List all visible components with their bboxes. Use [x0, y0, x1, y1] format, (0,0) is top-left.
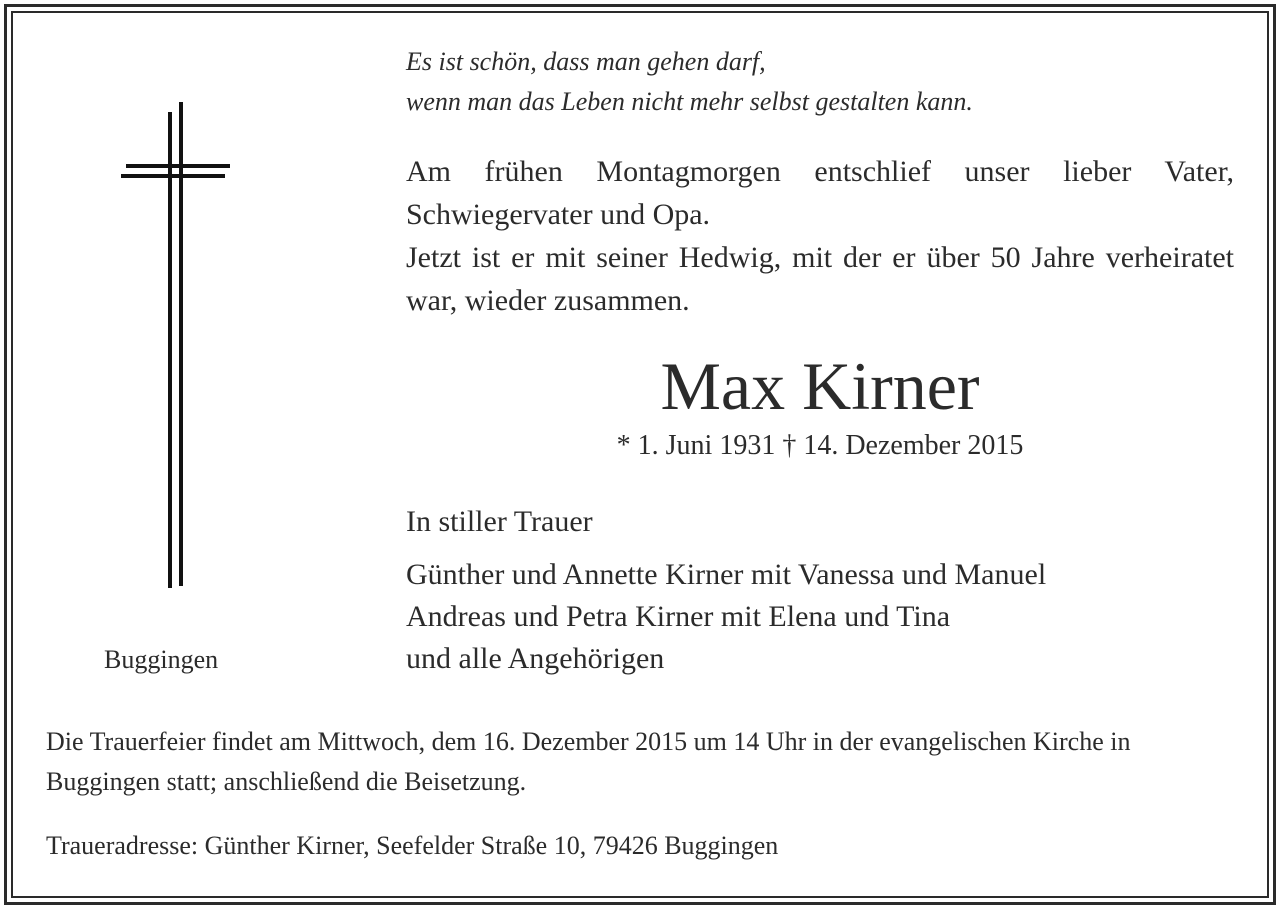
- deceased-name: Max Kirner: [660, 348, 980, 424]
- family-list: [406, 554, 1046, 680]
- funeral-notice: Die Trauerfeier findet am Mittwoch, dem 16. Dezember 2015 um 14 Uhr in der evangelischen Kirche in Buggingen statt; anschließend die Beisetzung.: [46, 727, 1131, 796]
- family-line: Günther und Annette Kirner mit Vanessa und Manuel: [406, 558, 1047, 591]
- intro-text: [406, 150, 1234, 322]
- cross-icon: [118, 100, 238, 592]
- life-dates: * 1. Juni 1931 † 14. Dezember 2015: [616, 430, 1024, 461]
- mourning-address: Traueradresse: Günther Kirner, Seefelder Straße 10, 79426 Buggingen: [46, 831, 779, 860]
- quote-line: Es ist schön, dass man gehen darf,: [406, 47, 766, 76]
- intro-paragraph: Am frühen Montagmorgen entschlief unser lieber Vater, Schwiegervater und Opa.: [406, 155, 1234, 231]
- place-name: Buggingen: [104, 645, 219, 674]
- family-line: und alle Angehörigen: [406, 642, 665, 675]
- intro-paragraph: Jetzt ist er mit seiner Hedwig, mit der er über 50 Jahre verheiratet war, wieder zusammen.: [406, 241, 1234, 317]
- family-line: Andreas und Petra Kirner mit Elena und Tina: [406, 600, 951, 633]
- quote: [406, 42, 973, 122]
- mourning-phrase: In stiller Trauer: [406, 505, 593, 538]
- quote-line: wenn man das Leben nicht mehr selbst gestalten kann.: [406, 87, 973, 116]
